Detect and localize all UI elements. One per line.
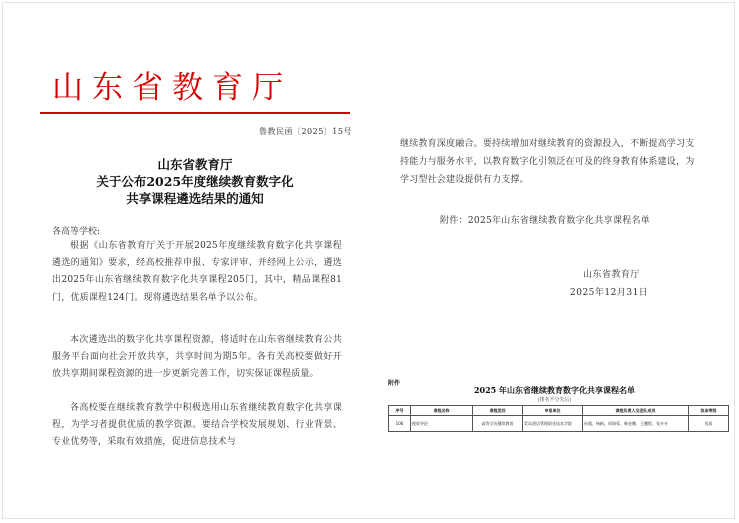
column-header: 课程负责人及团队成员 [583, 406, 689, 416]
column-header: 课程名称 [411, 406, 473, 416]
issuer-signature: 山东省教育厅 [583, 270, 641, 280]
cell-index: 106 [389, 416, 411, 432]
issue-date: 2025年12月31日 [570, 288, 649, 298]
cell-category: 高等学历继续教育 [473, 416, 523, 432]
column-header: 拟命等级 [689, 406, 729, 416]
cell-institution: 青岛酒店管理职业技术学院 [523, 416, 583, 432]
right-page [370, 0, 739, 523]
body-paragraph-3-start: 各高校要在继续教育教学中积极选用山东省继续教育数字化共享课程，为学习者提供优质的教学资源。要结合学校发展规划、行业背景、专业优势等，采取有效措施，促进信息技术与 [52, 403, 342, 448]
body-paragraph-1: 根据《山东省教育厅关于开展2025年度继续教育数字化共享课程遴选的通知》要求，经高校推荐申报、专家评审、并经网上公示，遴选出2025年山东省继续教育数字化共享课程205门，其中，精品课程81门，优质课程124门。现将遴选结果名单予以公布。 [52, 241, 342, 303]
cell-team: 孙超、杨帆、周海蓉、韩金鹏、王鹏程、张卉卉 [583, 416, 689, 432]
cell-course-name: 税收导论 [411, 416, 473, 432]
attachment-ranking-note: (排名不分先后) [537, 397, 572, 403]
course-list-table [388, 405, 729, 432]
attachment-label: 附件 [388, 380, 401, 387]
letterhead-red-rule [40, 112, 350, 114]
table-header-row [389, 406, 729, 416]
cell-level: 优质 [689, 416, 729, 432]
notice-title-line-2: 关于公布2025年度继续教育数字化 [96, 174, 294, 189]
column-header: 序号 [389, 406, 411, 416]
body-paragraph-2: 本次遴选出的数字化共享课程资源，将适时在山东省继续教育公共服务平台面向社会开放共享，共享时间为期5年。各有关高校要做好开放共享期间课程资源的进一步更新完善工作，切实保证课程质量。 [52, 335, 342, 380]
column-header: 申报单位 [523, 406, 583, 416]
salutation: 各高等学校: [52, 227, 101, 237]
notice-title [40, 156, 350, 207]
notice-title-line-1: 山东省教育厅 [157, 157, 233, 172]
table-row [389, 416, 729, 432]
column-header: 课程类别 [473, 406, 523, 416]
attachment-note: 附件：2025年山东省继续教育数字化共享课程名单 [440, 216, 651, 226]
body-paragraph-3-continued: 继续教育深度融合。要持续增加对继续教育的资源投入，不断提高学习支持能力与服务水平，以教育数字化引领泛在可及的终身教育体系建设，为学习型社会建设提供有力支撑。 [400, 139, 695, 185]
notice-title-line-3: 共享课程遴选结果的通知 [126, 191, 264, 206]
attachment-title: 2025 年山东省继续教育数字化共享课程名单 [473, 385, 636, 395]
document-number: 鲁教民函〔2025〕15号 [258, 127, 352, 136]
letterhead-title: 山东省教育厅 [52, 70, 292, 106]
